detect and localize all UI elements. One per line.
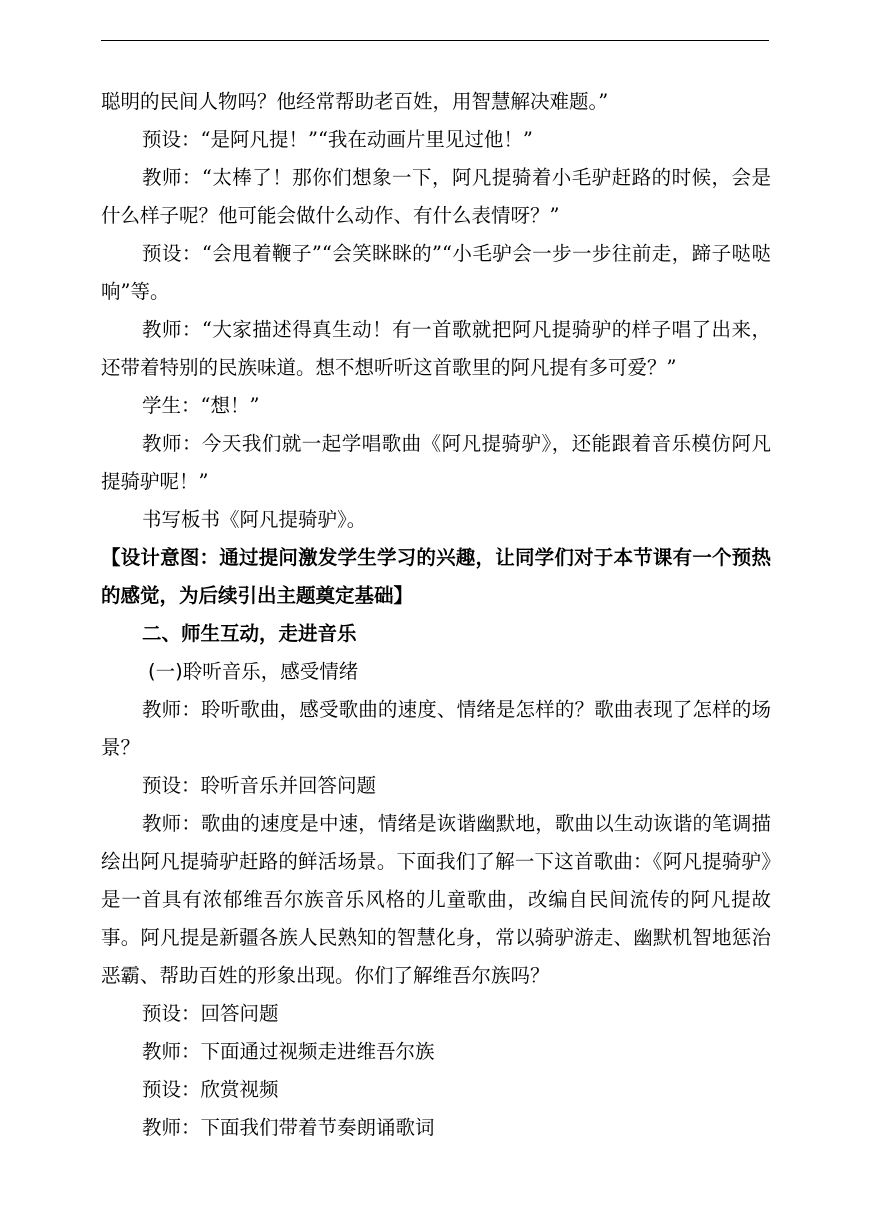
- paragraph: 教师：“太棒了！那你们想象一下，阿凡提骑着小毛驴赶路的时候，会是什么样子呢？他可能会做什么动作、有什么表情呀？”: [101, 166, 771, 227]
- subsection-heading: (一)聆听音乐，感受情绪: [148, 660, 359, 683]
- document-body: [101, 83, 771, 1147]
- paragraph: 预设：回答问题: [142, 1002, 279, 1025]
- paragraph: 教师：歌曲的速度是中速，情绪是诙谐幽默地，歌曲以生动诙谐的笔调描绘出阿凡提骑驴赶路的鲜活场景。下面我们了解一下这首歌曲：《阿凡提骑驴》是一首具有浓郁维吾尔族音乐风格的儿童歌曲，改编自民间流传的阿凡提故事。阿凡提是新疆各族人民熟知的智慧化身，常以骑驴游走、幽默机智地惩治恶霸、帮助百姓的形象出现。你们了解维吾尔族吗？: [101, 812, 771, 987]
- paragraph: 预设：“会甩着鞭子”“会笑眯眯的”“小毛驴会一步一步往前走，蹄子哒哒响”等。: [101, 242, 771, 303]
- paragraph: 预设：欣赏视频: [142, 1078, 279, 1101]
- paragraph: 教师：今天我们就一起学唱歌曲《阿凡提骑驴》，还能跟着音乐模仿阿凡提骑驴呢！”: [101, 432, 771, 493]
- paragraph: 教师：聆听歌曲，感受歌曲的速度、情绪是怎样的？歌曲表现了怎样的场景？: [101, 698, 771, 759]
- paragraph: 教师：“大家描述得真生动！有一首歌就把阿凡提骑驴的样子唱了出来，还带着特别的民族味道。想不想听听这首歌里的阿凡提有多可爱？”: [101, 318, 771, 379]
- paragraph: 聪明的民间人物吗？他经常帮助老百姓，用智慧解决难题。”: [101, 90, 609, 113]
- design-intent-note: 【设计意图：通过提问激发学生学习的兴趣，让同学们对于本节课有一个预热的感觉，为后续引出主题奠定基础】: [101, 546, 771, 607]
- paragraph: 学生：“想！”: [142, 394, 260, 417]
- header-rule: [101, 40, 769, 41]
- paragraph: 预设：聆听音乐并回答问题: [142, 774, 377, 797]
- paragraph: 教师：下面我们带着节奏朗诵歌词: [142, 1116, 435, 1139]
- paragraph: 书写板书《阿凡提骑驴》。: [142, 508, 367, 531]
- paragraph: 教师：下面通过视频走进维吾尔族: [142, 1040, 435, 1063]
- section-heading: 二、师生互动，走进音乐: [142, 622, 357, 645]
- paragraph: 预设：“是阿凡提！”“我在动画片里见过他！”: [142, 128, 533, 151]
